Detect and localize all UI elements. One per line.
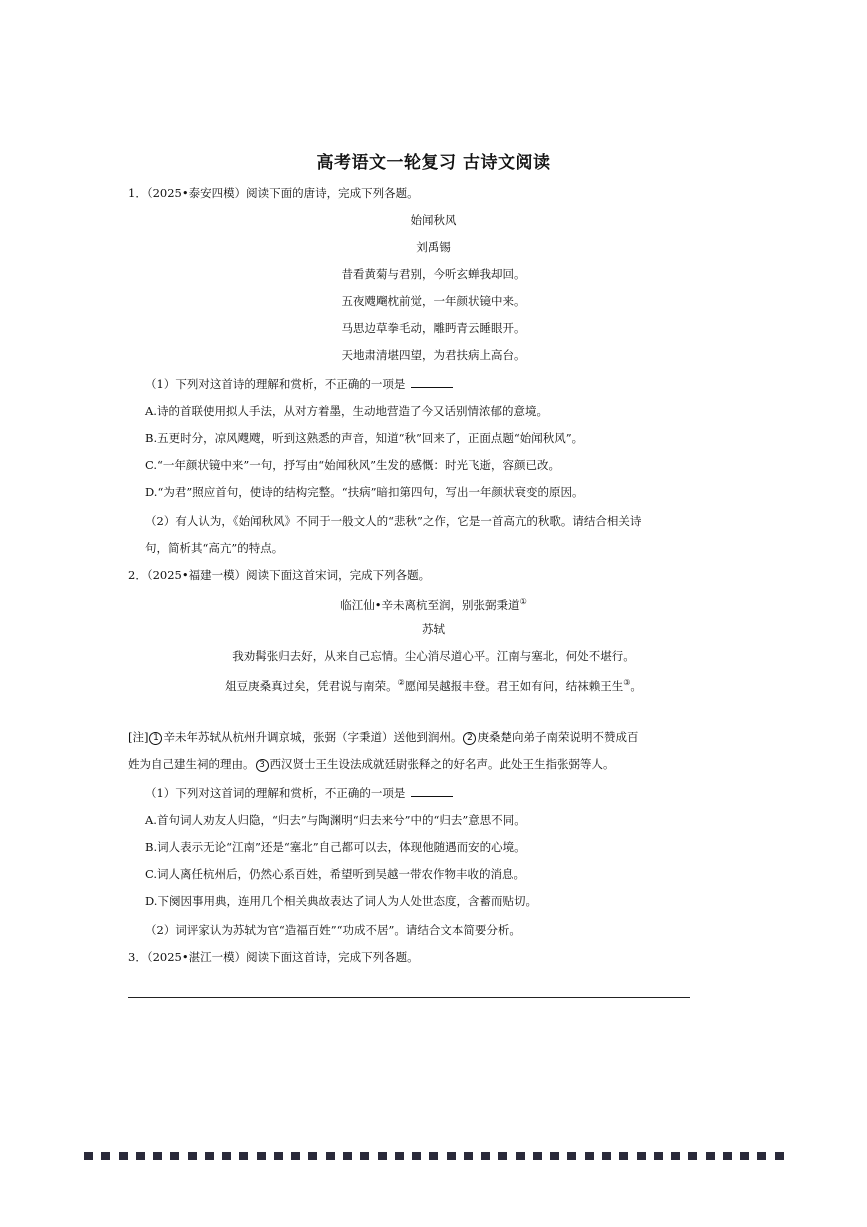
question-2-header: 2．（2025•福建一模）阅读下面这首宋词，完成下列各题。 bbox=[128, 568, 431, 582]
question-2-option-c: C.词人离任杭州后，仍然心系百姓，希望听到吴越一带农作物丰收的消息。 bbox=[145, 867, 526, 881]
footer-dot bbox=[274, 1152, 283, 1160]
footer-dot bbox=[585, 1152, 594, 1160]
footer-dot bbox=[654, 1152, 663, 1160]
poem-1-line: 五夜飕飗枕前觉，一年颜状镜中来。 bbox=[341, 294, 526, 308]
note-prefix: [注] bbox=[128, 730, 149, 744]
footer-dot bbox=[447, 1152, 456, 1160]
footer-dot bbox=[153, 1152, 162, 1160]
footer-dot bbox=[706, 1152, 715, 1160]
footer-dot bbox=[222, 1152, 231, 1160]
question-2-sub2: （2）词评家认为苏轼为官“造福百姓”“功成不居”。请结合文本简要分析。 bbox=[145, 923, 521, 937]
question-2-notes-line2 bbox=[128, 757, 615, 772]
poem-2-line-2-part-b: 愿闻吴越报丰登。君王如有问，结袜赖王生 bbox=[404, 679, 624, 693]
footer-dot bbox=[498, 1152, 507, 1160]
question-1-option-c: C.“一年颜状镜中来”一句，抒写由“始闻秋风”生发的感慨：时光飞逝，容颜已改。 bbox=[145, 458, 561, 472]
footer-dot bbox=[239, 1152, 248, 1160]
question-1-header: 1．（2025•泰安四模）阅读下面的唐诗，完成下列各题。 bbox=[128, 186, 419, 200]
poem-2-line-2-end: 。 bbox=[630, 679, 642, 693]
footer-dot bbox=[119, 1152, 128, 1160]
footnote-mark: ② bbox=[397, 678, 405, 687]
poem-2-line-2 bbox=[0, 676, 867, 693]
note-number: 1 bbox=[149, 732, 162, 745]
footer-dot bbox=[136, 1152, 145, 1160]
question-1-sub1 bbox=[145, 377, 453, 391]
question-1-sub1-text: （1）下列对这首诗的理解和赏析，不正确的一项是 bbox=[145, 377, 406, 391]
footer-dot bbox=[740, 1152, 749, 1160]
note-2-text-a: 庚桑楚向弟子南荣说明不赞成百 bbox=[477, 730, 639, 744]
poem-2-line-2-part-a: 俎豆庚桑真过矣，凭君说与南荣。 bbox=[225, 679, 398, 693]
footer-dot bbox=[291, 1152, 300, 1160]
note-number: 3 bbox=[256, 759, 269, 772]
poem-2-title-text: 临江仙•辛未离杭至润，别张弼秉道 bbox=[340, 598, 520, 612]
question-1-option-d: D.“为君”照应首句，使诗的结构完整。“扶病”暗扣第四句，写出一年颜状衰变的原因。 bbox=[145, 485, 584, 499]
footer-dot bbox=[326, 1152, 335, 1160]
footer-dot bbox=[343, 1152, 352, 1160]
footnote-mark: ① bbox=[519, 597, 527, 606]
question-2-sub1 bbox=[145, 786, 453, 800]
footer-dot-border bbox=[84, 1152, 784, 1162]
footer-dot bbox=[602, 1152, 611, 1160]
poem-1-line: 马思边草拳毛动，雕眄青云睡眼开。 bbox=[341, 321, 526, 335]
footer-dot bbox=[360, 1152, 369, 1160]
answer-blank bbox=[411, 786, 453, 797]
poem-2-title bbox=[0, 595, 867, 612]
poem-1-line: 昔看黄菊与君别，今听玄蝉我却回。 bbox=[341, 267, 526, 281]
footer-dot bbox=[481, 1152, 490, 1160]
note-2-text-b: 姓为自己建生祠的理由。 bbox=[128, 757, 255, 771]
question-1-sub2-line2: 句，简析其“高亢”的特点。 bbox=[145, 541, 284, 555]
footer-dot bbox=[757, 1152, 766, 1160]
question-1-sub2-line1: （2）有人认为，《始闻秋风》不同于一般文人的“悲秋”之作，它是一首高亢的秋歌。请结合相关诗 bbox=[145, 514, 642, 528]
footer-dot bbox=[464, 1152, 473, 1160]
footnote-mark: ③ bbox=[623, 678, 631, 687]
footer-dot bbox=[188, 1152, 197, 1160]
note-1-text: 辛未年苏轼从杭州升调京城，张弼（字秉道）送他到润州。 bbox=[163, 730, 463, 744]
poem-1-title: 始闻秋风 bbox=[410, 213, 457, 227]
footer-dot bbox=[671, 1152, 680, 1160]
footer-dot bbox=[688, 1152, 697, 1160]
question-2-option-a: A.首句词人劝友人归隐，“归去”与陶渊明“归去来兮”中的“归去”意思不同。 bbox=[145, 813, 526, 827]
note-3-text: 西汉贤士王生设法成就廷尉张释之的好名声。此处王生指张弼等人。 bbox=[269, 757, 615, 771]
question-1-option-b: B.五更时分，凉风飕飕，听到这熟悉的声音，知道“秋”回来了，正面点题“始闻秋风”。 bbox=[145, 431, 584, 445]
page-divider bbox=[128, 997, 690, 998]
footer-dot bbox=[637, 1152, 646, 1160]
poem-2-author: 苏轼 bbox=[422, 622, 445, 636]
footer-dot bbox=[101, 1152, 110, 1160]
question-2-option-b: B.词人表示无论“江南”还是“塞北”自己都可以去，体现他随遇而安的心境。 bbox=[145, 840, 526, 854]
footer-dot bbox=[412, 1152, 421, 1160]
page-title: 高考语文一轮复习 古诗文阅读 bbox=[316, 153, 551, 173]
question-2-notes-line1 bbox=[128, 730, 638, 745]
footer-dot bbox=[516, 1152, 525, 1160]
footer-dot bbox=[257, 1152, 266, 1160]
footer-dot bbox=[170, 1152, 179, 1160]
poem-1-author: 刘禹锡 bbox=[416, 240, 451, 254]
question-1-option-a: A.诗的首联使用拟人手法，从对方着墨，生动地营造了今又话别情浓郁的意境。 bbox=[145, 404, 548, 418]
footer-dot bbox=[775, 1152, 784, 1160]
footer-dot bbox=[308, 1152, 317, 1160]
note-number: 2 bbox=[463, 732, 476, 745]
question-2-sub1-text: （1）下列对这首词的理解和赏析，不正确的一项是 bbox=[145, 786, 406, 800]
footer-dot bbox=[723, 1152, 732, 1160]
question-3-header: 3．（2025•湛江一模）阅读下面这首诗，完成下列各题。 bbox=[128, 950, 419, 964]
footer-dot bbox=[429, 1152, 438, 1160]
question-2-option-d: D.下阕因事用典，连用几个相关典故表达了词人为人处世态度，含蓄而贴切。 bbox=[145, 894, 537, 908]
poem-2-line-1: 我劝髯张归去好，从来自己忘情。尘心消尽道心平。江南与塞北，何处不堪行。 bbox=[232, 649, 635, 663]
footer-dot bbox=[84, 1152, 93, 1160]
footer-dot bbox=[395, 1152, 404, 1160]
footer-dot bbox=[533, 1152, 542, 1160]
footer-dot bbox=[205, 1152, 214, 1160]
footer-dot bbox=[378, 1152, 387, 1160]
footer-dot bbox=[619, 1152, 628, 1160]
footer-dot bbox=[550, 1152, 559, 1160]
footer-dot bbox=[567, 1152, 576, 1160]
poem-1-line: 天地肃清堪四望，为君扶病上高台。 bbox=[341, 348, 526, 362]
answer-blank bbox=[411, 377, 453, 388]
